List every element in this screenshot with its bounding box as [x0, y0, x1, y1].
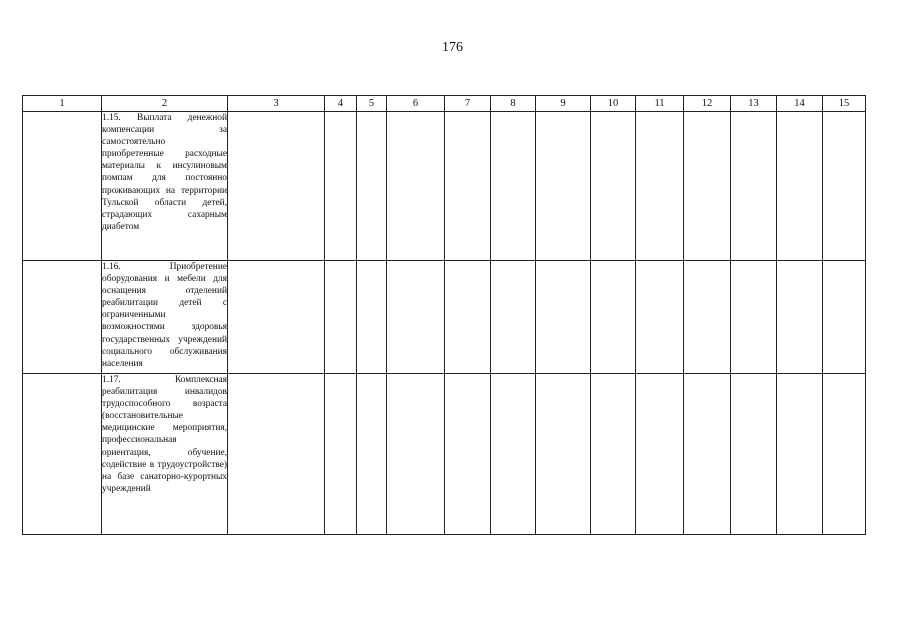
table-cell: [325, 112, 357, 261]
table-cell: [636, 261, 684, 374]
table-cell: [387, 261, 445, 374]
column-header-4: 4: [325, 96, 357, 112]
table-cell: [445, 112, 491, 261]
table-cell: [491, 261, 536, 374]
table-cell: [823, 261, 866, 374]
row-description: 1.17. Комплексная реабилитация инвалидов трудоспособного возраста (восстановительные медицинские мероприятия, профессиональная ориентация, обучение, содействие в трудоустройстве) на базе санаторно-курортных учреждений: [102, 374, 228, 535]
table-cell: [777, 112, 823, 261]
table-row: [23, 261, 866, 374]
table-cell: [731, 374, 777, 535]
table-cell: [228, 374, 325, 535]
data-table: [22, 95, 866, 535]
table-cell: [591, 261, 636, 374]
table-cell: [536, 261, 591, 374]
column-header-14: 14: [777, 96, 823, 112]
row-description: 1.15. Выплата денежной компенсации за самостоятельно приобретенные расходные материалы к инсулиновым помпам для постоянно проживающих на территории Тульской области детей, страдающих сахарным диабетом: [102, 112, 228, 261]
header-row: [23, 96, 866, 112]
table-cell: [357, 374, 387, 535]
row-description: 1.16. Приобретение оборудования и мебели для оснащения отделений реабилитации детей с ограниченными возможностями здоровья государственных учреждений социального обслуживания населения: [102, 261, 228, 374]
table-cell: [23, 374, 102, 535]
column-header-7: 7: [445, 96, 491, 112]
table-cell: [387, 112, 445, 261]
table-cell: [491, 374, 536, 535]
table-cell: [777, 261, 823, 374]
column-header-12: 12: [684, 96, 731, 112]
column-header-10: 10: [591, 96, 636, 112]
table-cell: [731, 112, 777, 261]
table-cell: [684, 261, 731, 374]
table-cell: [684, 112, 731, 261]
table-cell: [536, 112, 591, 261]
column-header-5: 5: [357, 96, 387, 112]
table-cell: [731, 261, 777, 374]
table-cell: [823, 374, 866, 535]
column-header-6: 6: [387, 96, 445, 112]
table-cell: [636, 112, 684, 261]
table-cell: [23, 112, 102, 261]
table-cell: [636, 374, 684, 535]
column-header-15: 15: [823, 96, 866, 112]
column-header-11: 11: [636, 96, 684, 112]
table-row: [23, 112, 866, 261]
column-header-1: 1: [23, 96, 102, 112]
column-header-13: 13: [731, 96, 777, 112]
table-cell: [228, 112, 325, 261]
table-cell: [357, 261, 387, 374]
table-cell: [445, 261, 491, 374]
table-cell: [684, 374, 731, 535]
column-header-3: 3: [228, 96, 325, 112]
column-header-8: 8: [491, 96, 536, 112]
table-cell: [325, 261, 357, 374]
table-cell: [491, 112, 536, 261]
table-cell: [387, 374, 445, 535]
table-cell: [325, 374, 357, 535]
table-cell: [536, 374, 591, 535]
table-cell: [777, 374, 823, 535]
table-cell: [591, 374, 636, 535]
column-header-9: 9: [536, 96, 591, 112]
page-number: 176: [442, 40, 463, 55]
table-cell: [228, 261, 325, 374]
table-cell: [23, 261, 102, 374]
table-cell: [357, 112, 387, 261]
column-header-2: 2: [102, 96, 228, 112]
table-cell: [591, 112, 636, 261]
table-cell: [823, 112, 866, 261]
table-row: [23, 374, 866, 535]
table-cell: [445, 374, 491, 535]
